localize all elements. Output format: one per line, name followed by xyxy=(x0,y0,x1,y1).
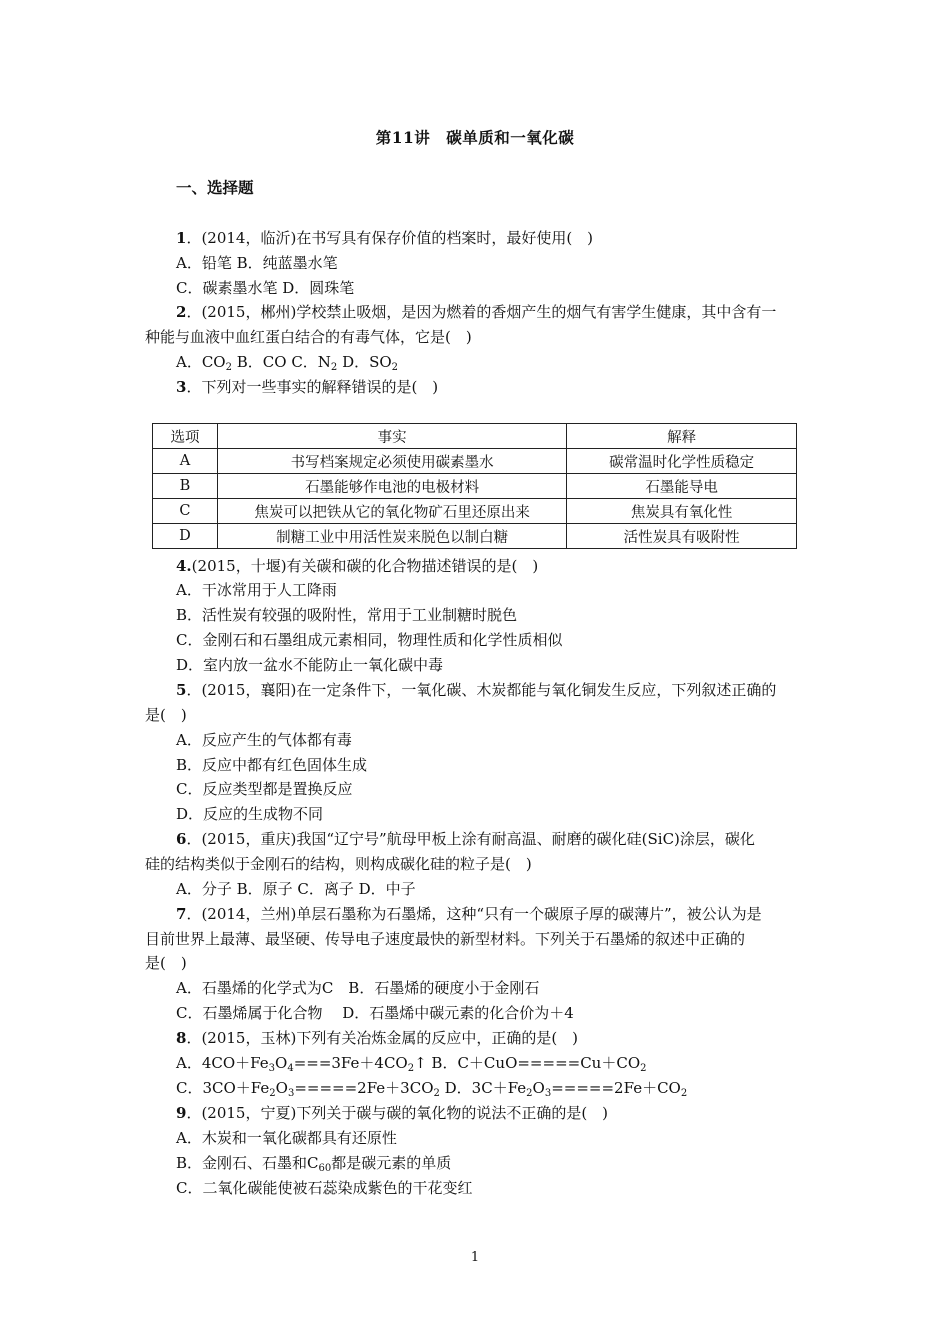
table-row xyxy=(153,499,797,524)
question-9-option-c: C．二氧化碳能使被石蕊染成紫色的干花变红 xyxy=(176,1179,473,1197)
question-number: 5 xyxy=(176,681,187,699)
section-heading: 一、选择题 xyxy=(176,178,254,197)
question-7-stem-end: 是( ) xyxy=(145,954,187,972)
question-4-option-c: C．金刚石和石墨组成元素相同，物理性质和化学性质相似 xyxy=(176,631,563,649)
table-cell: A xyxy=(153,449,218,474)
question-1-options-ab: A．铅笔 B．纯蓝墨水笔 xyxy=(176,254,338,272)
table-cell: 活性炭具有吸附性 xyxy=(567,524,797,549)
table-cell: 焦炭可以把铁从它的氧化物矿石里还原出来 xyxy=(217,499,566,524)
table-header: 选项 xyxy=(153,424,218,449)
question-6-options: A．分子 B．原子 C．离子 D．中子 xyxy=(176,880,416,898)
question-number: 3 xyxy=(176,378,187,396)
question-6-stem-cont: 硅的结构类似于金刚石的结构，则构成碳化硅的粒子是( ) xyxy=(145,855,532,873)
table-cell: D xyxy=(153,524,218,549)
question-7-options-cd: C．石墨烯属于化合物 D．石墨烯中碳元素的化合价为＋4 xyxy=(176,1004,574,1022)
table-cell: C xyxy=(153,499,218,524)
page-number: 1 xyxy=(470,1250,480,1265)
question-9-stem: 9．(2015，宁夏)下列关于碳与碳的氧化物的说法不正确的是( ) xyxy=(176,1104,609,1122)
question-9-option-a: A．木炭和一氧化碳都具有还原性 xyxy=(176,1129,397,1147)
question-5-stem-cont: 是( ) xyxy=(145,706,187,724)
question-7-stem-cont: 目前世界上最薄、最坚硬、传导电子速度最快的新型材料。下列关于石墨烯的叙述中正确的 xyxy=(145,930,746,948)
page-title: 第11讲 碳单质和一氧化碳 xyxy=(375,128,575,147)
table-cell: 焦炭具有氧化性 xyxy=(567,499,797,524)
question-5-option-c: C．反应类型都是置换反应 xyxy=(176,780,353,798)
question-6-stem: 6．(2015，重庆)我国“辽宁号”航母甲板上涂有耐高温、耐磨的碳化硅(SiC)涂层，碳化 xyxy=(176,830,755,848)
question-number: 8 xyxy=(176,1029,187,1047)
table-header: 事实 xyxy=(217,424,566,449)
table-header-row xyxy=(153,424,797,449)
question-8-options-cd: C．$3CO+Fe_2O_3=====2Fe+3CO_2$ D．$3C+Fe_2O_3=====2Fe+CO_2$ xyxy=(176,1079,688,1099)
question-number: 4. xyxy=(176,557,192,575)
table-cell: 石墨能够作电池的电极材料 xyxy=(217,474,566,499)
table-cell: B xyxy=(153,474,218,499)
question-2-stem: 2．(2015，郴州)学校禁止吸烟，是因为燃着的香烟产生的烟气有害学生健康，其中含有一 xyxy=(176,303,777,321)
question-4-option-a: A．干冰常用于人工降雨 xyxy=(176,581,337,599)
table-cell: 书写档案规定必须使用碳素墨水 xyxy=(217,449,566,474)
question-9-option-b: B．金刚石、石墨和$C_{60}$都是碳元素的单质 xyxy=(176,1154,452,1174)
question-5-stem: 5．(2015，襄阳)在一定条件下，一氧化碳、木炭都能与氧化铜发生反应，下列叙述正确的 xyxy=(176,681,777,699)
question-3-stem: 3．下列对一些事实的解释错误的是( ) xyxy=(176,378,439,396)
question-4-option-b: B．活性炭有较强的吸附性，常用于工业制糖时脱色 xyxy=(176,606,518,624)
question-number: 7 xyxy=(176,905,187,923)
table-cell: 石墨能导电 xyxy=(567,474,797,499)
table-row xyxy=(153,474,797,499)
question-1-stem: 1．(2014，临沂)在书写具有保存价值的档案时，最好使用( ) xyxy=(176,229,594,247)
question-2-options: A．$CO_2$ B．CO C．$N_2$ D．$SO_2$ xyxy=(176,353,399,373)
question-7-stem: 7．(2014，兰州)单层石墨称为石墨烯，这种“只有一个碳原子厚的碳薄片”，被公认为是 xyxy=(176,905,762,923)
table-cell: 碳常温时化学性质稳定 xyxy=(567,449,797,474)
question-1-options-cd: C．碳素墨水笔 D．圆珠笔 xyxy=(176,279,355,297)
table-cell: 制糖工业中用活性炭来脱色以制白糖 xyxy=(217,524,566,549)
question-7-options-ab: A．石墨烯的化学式为C B．石墨烯的硬度小于金刚石 xyxy=(176,979,540,997)
question-number: 2 xyxy=(176,303,187,321)
table-row xyxy=(153,449,797,474)
question-4-stem: 4.(2015，十堰)有关碳和碳的化合物描述错误的是( ) xyxy=(176,557,539,575)
table-row xyxy=(153,524,797,549)
question-8-options-ab: A．$4CO+Fe_3O_4===3Fe+4CO_2↑$ B．$C+CuO=====Cu+CO_2$ xyxy=(176,1054,647,1074)
question-5-option-a: A．反应产生的气体都有毒 xyxy=(176,731,352,749)
question-5-option-d: D．反应的生成物不同 xyxy=(176,805,324,823)
question-number: 9 xyxy=(176,1104,187,1122)
table-header: 解释 xyxy=(567,424,797,449)
question-number: 6 xyxy=(176,830,187,848)
question-8-stem: 8．(2015，玉林)下列有关冶炼金属的反应中，正确的是( ) xyxy=(176,1029,579,1047)
question-4-option-d: D．室内放一盆水不能防止一氧化碳中毒 xyxy=(176,656,444,674)
question-number: 1 xyxy=(176,229,187,247)
question-2-stem-cont: 种能与血液中血红蛋白结合的有毒气体，它是( ) xyxy=(145,328,472,346)
facts-table xyxy=(152,423,797,549)
question-5-option-b: B．反应中都有红色固体生成 xyxy=(176,756,368,774)
